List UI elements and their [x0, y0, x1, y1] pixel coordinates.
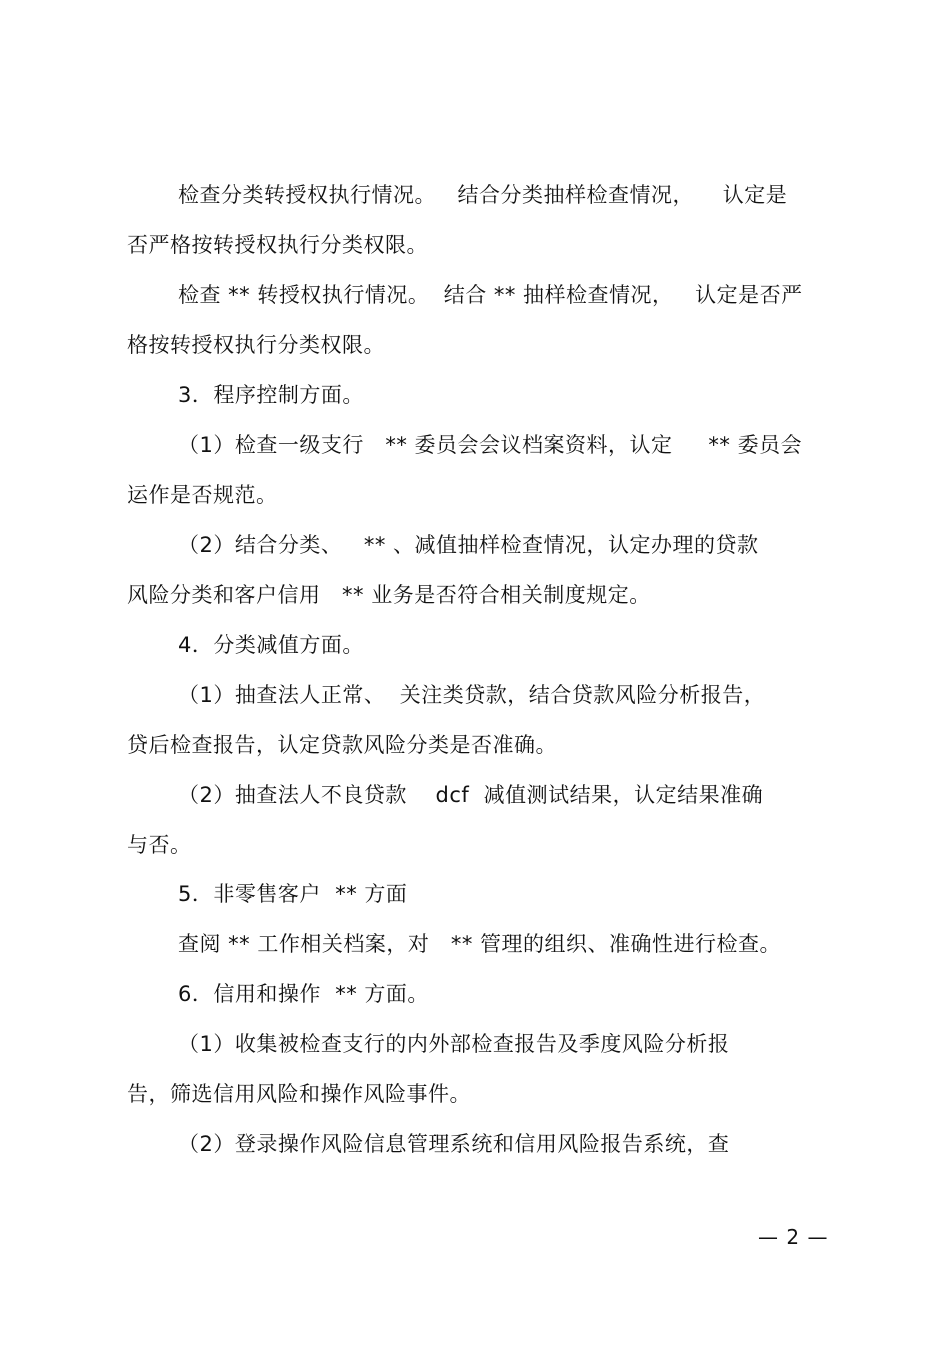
paragraph-line: 与否。	[127, 833, 192, 857]
paragraph-line: 告，筛选信用风险和操作风险事件。	[127, 1082, 471, 1106]
paragraph-line: （1）抽查法人正常、 关注类贷款，结合贷款风险分析报告，	[178, 683, 766, 707]
section-heading: 3．程序控制方面。	[178, 383, 364, 407]
section-heading: 4．分类减值方面。	[178, 633, 364, 657]
paragraph-line: （1）检查一级支行 ** 委员会会议档案资料，认定 ** 委员会	[178, 433, 803, 457]
paragraph-line: 否严格按转授权执行分类权限。	[127, 233, 428, 257]
section-heading: 5．非零售客户 ** 方面	[178, 882, 408, 906]
paragraph-line: 查阅 ** 工作相关档案，对 ** 管理的组织、准确性进行检查。	[178, 932, 782, 956]
paragraph-line: 运作是否规范。	[127, 483, 278, 507]
paragraph-line: 检查分类转授权执行情况。 结合分类抽样检查情况， 认定是	[178, 183, 788, 207]
paragraph-line: 风险分类和客户信用 ** 业务是否符合相关制度规定。	[127, 583, 651, 607]
section-heading: 6．信用和操作 ** 方面。	[178, 982, 429, 1006]
paragraph-line: （2）登录操作风险信息管理系统和信用风险报告系统，查	[178, 1132, 730, 1156]
paragraph-line: 检查 ** 转授权执行情况。 结合 ** 抽样检查情况， 认定是否严	[178, 283, 803, 307]
paragraph-line: （1）收集被检查支行的内外部检查报告及季度风险分析报	[178, 1032, 730, 1056]
paragraph-line: （2）抽查法人不良贷款 dcf 减值测试结果，认定结果准确	[178, 783, 764, 807]
paragraph-line: （2）结合分类、 ** 、减值抽样检查情况，认定办理的贷款	[178, 533, 759, 557]
paragraph-line: 格按转授权执行分类权限。	[127, 333, 385, 357]
paragraph-line: 贷后检查报告，认定贷款风险分类是否准确。	[127, 733, 557, 757]
page-number: — 2 —	[758, 1225, 829, 1249]
